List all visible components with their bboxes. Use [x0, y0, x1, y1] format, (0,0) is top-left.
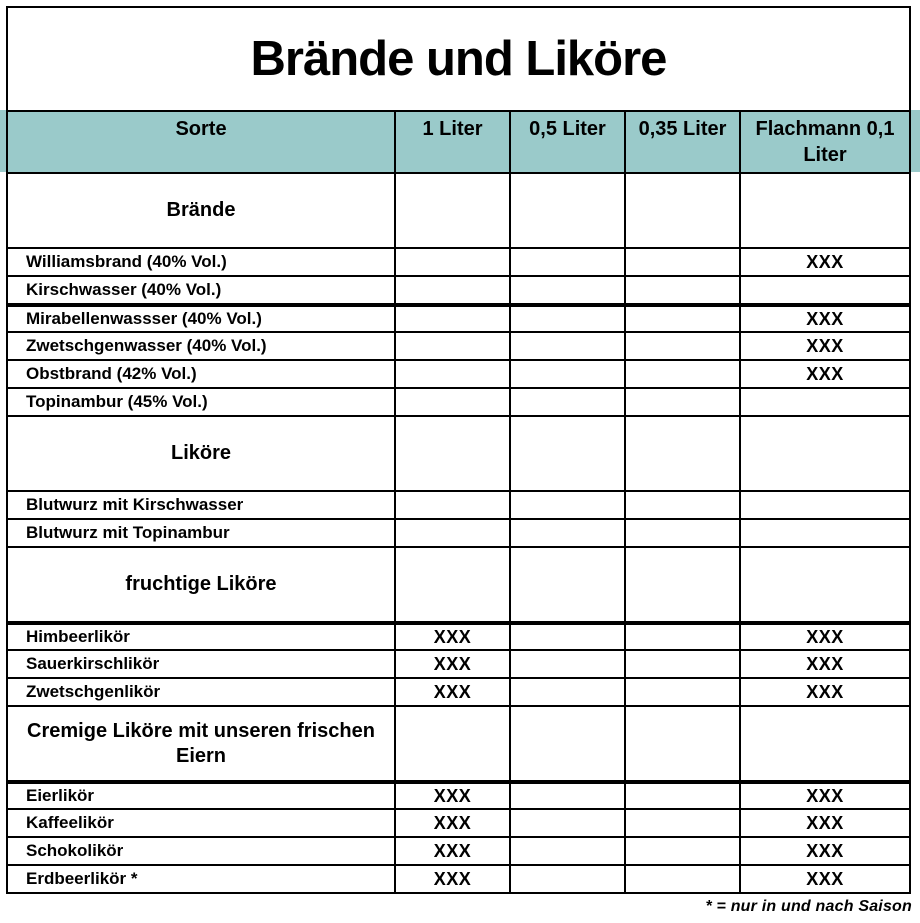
mark-cell: XXX — [739, 333, 909, 359]
mark-cell — [509, 417, 624, 490]
table-row — [8, 387, 909, 415]
price-table — [6, 6, 911, 894]
mark-cell: XXX — [394, 838, 509, 864]
row-label: Mirabellenwassser (40% Vol.) — [26, 309, 262, 328]
row-label: Williamsbrand (40% Vol.) — [26, 252, 227, 271]
mark-cell — [624, 810, 739, 836]
mark-cell — [624, 866, 739, 892]
mark-cell: XXX — [739, 625, 909, 649]
table-row — [8, 303, 909, 331]
row-label: Eierlikör — [26, 786, 95, 805]
mark-cell — [624, 307, 739, 331]
column-header-05-liter: 0,5 Liter — [509, 112, 624, 172]
mark-cell: XXX — [394, 625, 509, 649]
row-label: Kirschwasser (40% Vol.) — [26, 280, 222, 299]
page-title: Brände und Liköre — [250, 32, 667, 86]
mark-cell — [624, 389, 739, 415]
mark-cell — [624, 361, 739, 387]
mark-cell: XXX — [739, 651, 909, 677]
mark-cell — [509, 333, 624, 359]
mark-cell: XXX — [394, 866, 509, 892]
mark-cell: XXX — [739, 679, 909, 705]
column-header-035-liter: 0,35 Liter — [624, 112, 739, 172]
table-row — [8, 518, 909, 546]
mark-cell — [509, 679, 624, 705]
mark-cell — [509, 810, 624, 836]
column-header-1-liter: 1 Liter — [394, 112, 509, 172]
mark-cell — [394, 307, 509, 331]
mark-cell — [509, 249, 624, 275]
mark-cell — [509, 307, 624, 331]
mark-cell — [624, 520, 739, 546]
row-label: Erdbeerlikör * — [26, 869, 138, 888]
mark-cell: XXX — [739, 838, 909, 864]
table-body — [8, 172, 909, 892]
row-label: Zwetschgenwasser (40% Vol.) — [26, 336, 267, 355]
row-label: Blutwurz mit Topinambur — [26, 523, 230, 542]
mark-cell — [624, 707, 739, 780]
mark-cell — [624, 625, 739, 649]
mark-cell — [739, 520, 909, 546]
row-label: Blutwurz mit Kirschwasser — [26, 495, 244, 514]
mark-cell — [624, 249, 739, 275]
mark-cell: XXX — [739, 307, 909, 331]
mark-cell: XXX — [739, 784, 909, 808]
mark-cell: XXX — [394, 679, 509, 705]
mark-cell — [394, 277, 509, 303]
mark-cell — [624, 679, 739, 705]
mark-cell — [739, 548, 909, 621]
mark-cell — [624, 417, 739, 490]
mark-cell: XXX — [739, 361, 909, 387]
mark-cell — [394, 389, 509, 415]
section-label: Brände — [166, 199, 236, 221]
row-label: Himbeerlikör — [26, 627, 130, 646]
column-header-flachmann: Flachmann 0,1 Liter — [739, 112, 909, 172]
table-row — [8, 621, 909, 649]
table-row — [8, 490, 909, 518]
mark-cell — [624, 174, 739, 247]
mark-cell: XXX — [739, 249, 909, 275]
table-row — [8, 808, 909, 836]
season-footnote: * = nur in und nach Saison — [705, 898, 912, 915]
mark-cell — [509, 651, 624, 677]
mark-cell — [509, 866, 624, 892]
row-label: Topinambur (45% Vol.) — [26, 392, 208, 411]
section-row — [8, 705, 909, 780]
title-row — [8, 8, 909, 112]
mark-cell — [394, 417, 509, 490]
table-row — [8, 359, 909, 387]
mark-cell — [509, 707, 624, 780]
mark-cell — [739, 389, 909, 415]
row-label: Kaffeelikör — [26, 813, 114, 832]
mark-cell — [394, 174, 509, 247]
mark-cell — [509, 389, 624, 415]
mark-cell — [394, 249, 509, 275]
mark-cell — [509, 492, 624, 518]
section-label: Liköre — [170, 442, 232, 464]
mark-cell — [624, 492, 739, 518]
mark-cell — [509, 838, 624, 864]
mark-cell — [509, 277, 624, 303]
mark-cell — [739, 707, 909, 780]
mark-cell — [509, 520, 624, 546]
section-label: fruchtige Liköre — [125, 573, 277, 595]
mark-cell: XXX — [739, 866, 909, 892]
section-row — [8, 172, 909, 247]
mark-cell — [624, 784, 739, 808]
mark-cell — [509, 784, 624, 808]
mark-cell: XXX — [394, 651, 509, 677]
section-label: Cremige Liköre mit unseren frischen Eiern — [27, 719, 375, 767]
mark-cell — [509, 548, 624, 621]
mark-cell — [624, 333, 739, 359]
mark-cell — [739, 417, 909, 490]
mark-cell — [624, 651, 739, 677]
table-row — [8, 649, 909, 677]
mark-cell — [394, 520, 509, 546]
table-row — [8, 247, 909, 275]
mark-cell: XXX — [394, 784, 509, 808]
mark-cell — [509, 361, 624, 387]
table-row — [8, 836, 909, 864]
table-row — [8, 677, 909, 705]
mark-cell — [739, 492, 909, 518]
table-row — [8, 275, 909, 303]
section-row — [8, 415, 909, 490]
row-label: Schokolikör — [26, 841, 124, 860]
table-row — [8, 331, 909, 359]
table-header-row — [8, 112, 909, 172]
column-header-sorte: Sorte — [175, 118, 227, 140]
row-label: Obstbrand (42% Vol.) — [26, 364, 197, 383]
mark-cell — [394, 707, 509, 780]
mark-cell — [394, 492, 509, 518]
mark-cell — [739, 174, 909, 247]
mark-cell — [624, 838, 739, 864]
mark-cell — [509, 174, 624, 247]
table-row — [8, 864, 909, 892]
mark-cell — [624, 277, 739, 303]
mark-cell — [739, 277, 909, 303]
row-label: Zwetschgenlikör — [26, 682, 161, 701]
mark-cell: XXX — [739, 810, 909, 836]
section-row — [8, 546, 909, 621]
mark-cell — [624, 548, 739, 621]
row-label: Sauerkirschlikör — [26, 654, 160, 673]
mark-cell — [394, 548, 509, 621]
mark-cell: XXX — [394, 810, 509, 836]
mark-cell — [394, 333, 509, 359]
mark-cell — [509, 625, 624, 649]
table-row — [8, 780, 909, 808]
mark-cell — [394, 361, 509, 387]
